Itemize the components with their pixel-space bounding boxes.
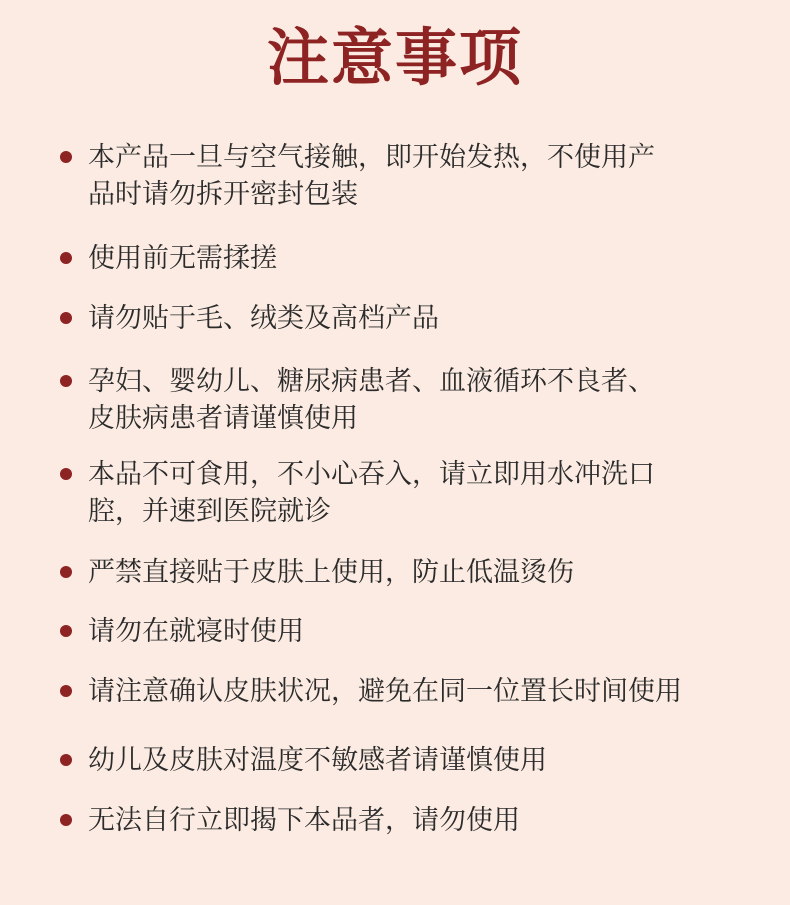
notice-item: [60, 554, 760, 591]
notice-text: 使用前无需揉搓: [88, 243, 277, 274]
notice-item: [60, 613, 760, 650]
notice-item: [60, 456, 760, 530]
bullet-icon: [60, 625, 72, 637]
notice-text: 请勿在就寝时使用: [88, 616, 304, 647]
bullet-icon: [60, 312, 72, 324]
notice-item: [60, 363, 760, 437]
bullet-icon: [60, 814, 72, 826]
notice-text: 严禁直接贴于皮肤上使用，防止低温烫伤: [88, 557, 574, 588]
page-title: 注意事项: [266, 21, 523, 94]
bullet-icon: [60, 252, 72, 264]
notice-item: [60, 742, 760, 779]
notice-item: [60, 673, 760, 710]
notice-item: [60, 139, 760, 213]
bullet-icon: [60, 375, 72, 387]
bullet-icon: [60, 468, 72, 480]
notice-item: [60, 300, 760, 337]
notice-text: 孕妇、婴幼儿、糖尿病患者、血液循环不良者、 皮肤病患者请谨慎使用: [88, 366, 655, 434]
bullet-icon: [60, 151, 72, 163]
bullet-icon: [60, 754, 72, 766]
bullet-icon: [60, 566, 72, 578]
notice-text: 幼儿及皮肤对温度不敏感者请谨慎使用: [88, 745, 547, 776]
notice-item: [60, 240, 760, 277]
notice-text: 本产品一旦与空气接触，即开始发热，不使用产 品时请勿拆开密封包装: [88, 142, 655, 210]
bullet-icon: [60, 685, 72, 697]
notice-text: 请勿贴于毛、绒类及高档产品: [88, 303, 439, 334]
notice-text: 无法自行立即揭下本品者，请勿使用: [88, 805, 520, 836]
notice-text: 本品不可食用，不小心吞入，请立即用水冲洗口 腔，并速到医院就诊: [88, 459, 655, 527]
notice-text: 请注意确认皮肤状况，避免在同一位置长时间使用: [88, 676, 682, 707]
notice-item: [60, 802, 760, 839]
